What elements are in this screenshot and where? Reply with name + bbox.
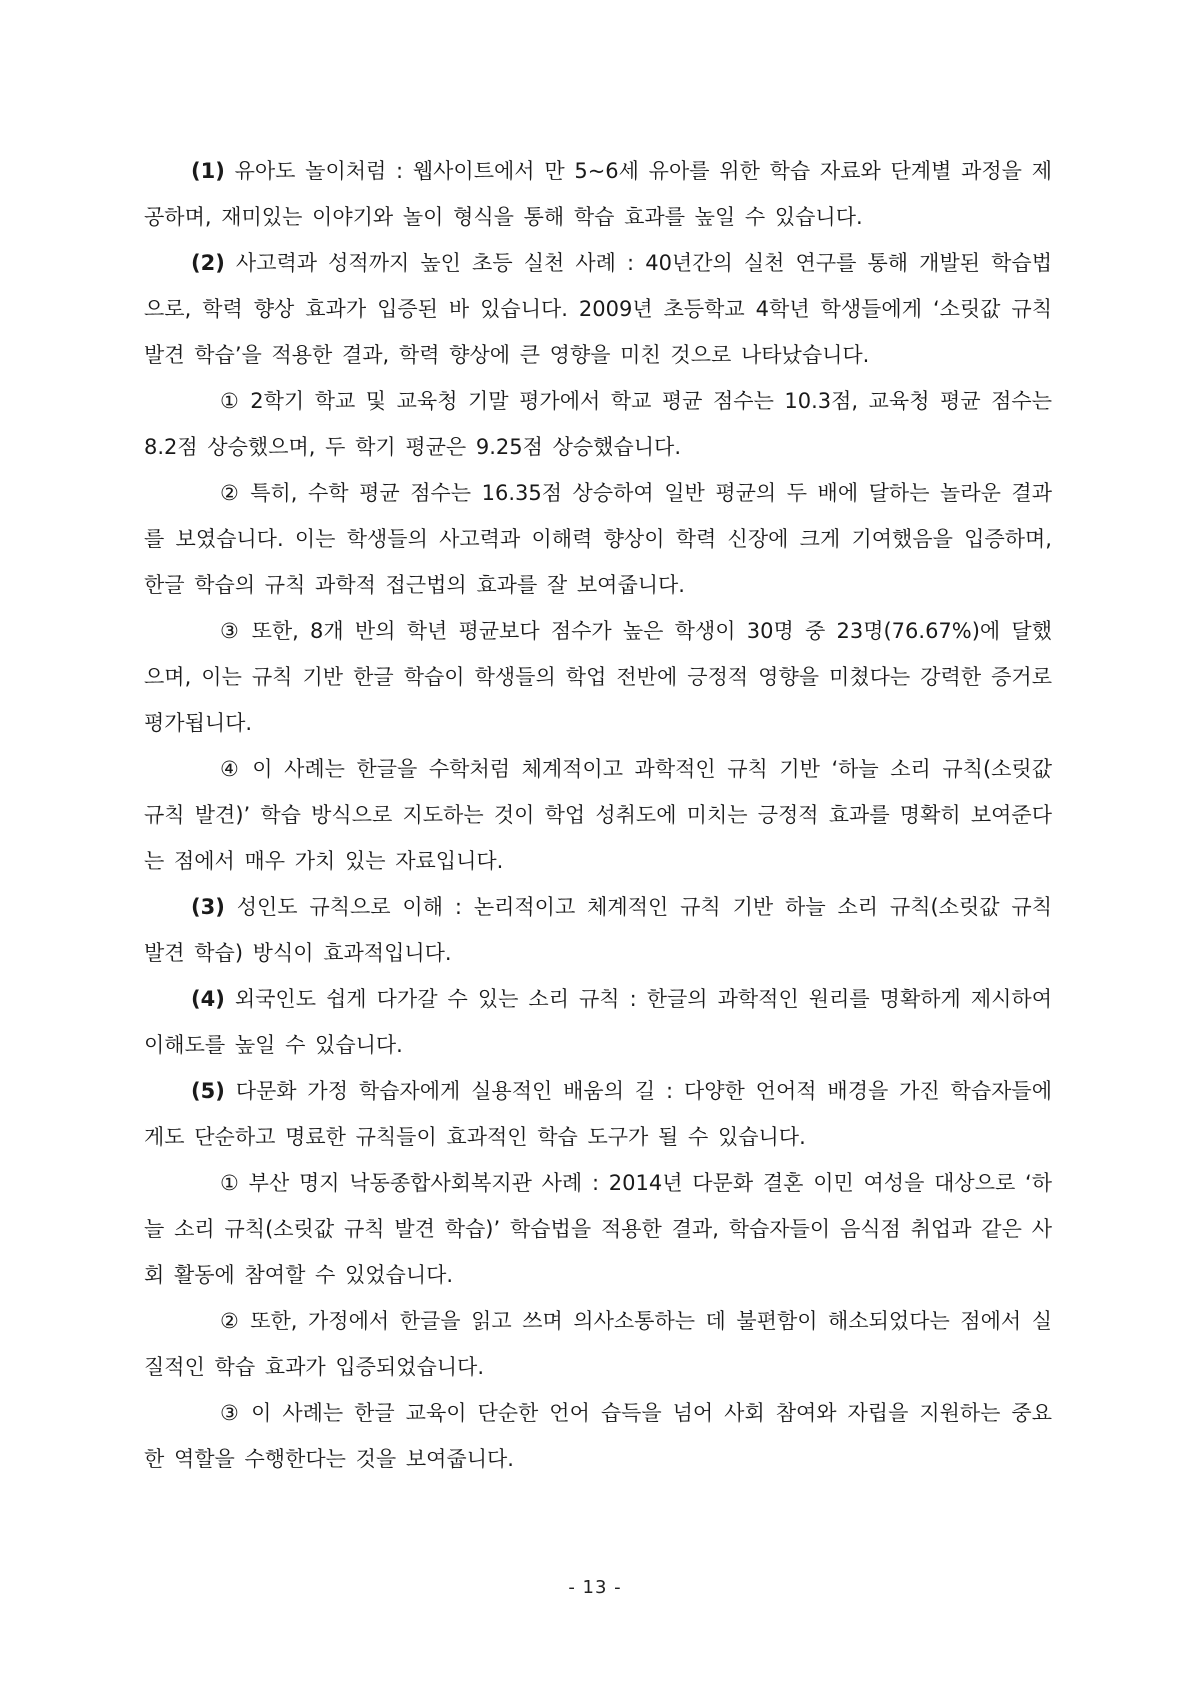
paragraph-text: 특히, 수학 평균 점수는 16.35점 상승하여 일반 평균의 두 배에 달하는 놀라운 결과를 보였습니다. 이는 학생들의 사고력과 이해력 향상이 학력 신장에 크게 기여했음을 입증하며, 한글 학습의 규칙 과학적 접근법의 효과를 잘 보여줍니다. [144,481,1052,597]
circled-marker: ③ [220,1401,241,1425]
paragraph-text: 이 사례는 한글 교육이 단순한 언어 습득을 넘어 사회 참여와 자립을 지원하는 중요한 역할을 수행한다는 것을 보여줍니다. [144,1401,1052,1471]
paragraph-text: 외국인도 쉽게 다가갈 수 있는 소리 규칙 : 한글의 과학적인 원리를 명확하게 제시하여 이해도를 높일 수 있습니다. [144,987,1052,1057]
paragraph-text: 다문화 가정 학습자에게 실용적인 배움의 길 : 다양한 언어적 배경을 가진 학습자들에게도 단순하고 명료한 규칙들이 효과적인 학습 도구가 될 수 있습니다. [144,1079,1052,1149]
paragraph-item-1 [144,148,1052,240]
paragraph-item-5 [144,1068,1052,1160]
paragraph-text: 이 사례는 한글을 수학처럼 체계적이고 과학적인 규칙 기반 ‘하늘 소리 규칙(소릿값 규칙 발견)’ 학습 방식으로 지도하는 것이 학업 성취도에 미치는 긍정적 효과를 명확히 보여준다는 점에서 매우 가치 있는 자료입니다. [144,757,1052,873]
paragraph-text: 또한, 가정에서 한글을 읽고 쓰며 의사소통하는 데 불편함이 해소되었다는 점에서 실질적인 학습 효과가 입증되었습니다. [144,1309,1052,1379]
sub-item-2-4 [144,746,1052,884]
paragraph-item-2 [144,240,1052,378]
circled-marker: ② [220,481,240,505]
paragraph-item-3 [144,884,1052,976]
circled-marker: ① [220,1171,239,1195]
sub-item-2-1 [144,378,1052,470]
sub-item-5-1 [144,1160,1052,1298]
item-marker: (3) [191,895,225,919]
paragraph-text: 사고력과 성적까지 높인 초등 실천 사례 : 40년간의 실천 연구를 통해 개발된 학습법으로, 학력 향상 효과가 입증된 바 있습니다. 2009년 초등학교 4학년 학생들에게 ‘소릿값 규칙 발견 학습’을 적용한 결과, 학력 향상에 큰 영향을 미친 것으로 나타났습니다. [144,251,1052,367]
sub-item-5-3 [144,1390,1052,1482]
item-marker: (4) [191,987,225,1011]
paragraph-text: 부산 명지 낙동종합사회복지관 사례 : 2014년 다문화 결혼 이민 여성을 대상으로 ‘하늘 소리 규칙(소릿값 규칙 발견 학습)’ 학습법을 적용한 결과, 학습자들이 음식점 취업과 같은 사회 활동에 참여할 수 있었습니다. [144,1171,1052,1287]
paragraph-text: 성인도 규칙으로 이해 : 논리적이고 체계적인 규칙 기반 하늘 소리 규칙(소릿값 규칙 발견 학습) 방식이 효과적입니다. [144,895,1052,965]
item-marker: (1) [191,159,225,183]
circled-marker: ④ [220,757,241,781]
sub-item-2-2 [144,470,1052,608]
paragraph-text: 유아도 놀이처럼 : 웹사이트에서 만 5~6세 유아를 위한 학습 자료와 단계별 과정을 제공하며, 재미있는 이야기와 놀이 형식을 통해 학습 효과를 높일 수 있습니다. [144,159,1052,229]
circled-marker: ② [220,1309,240,1333]
item-marker: (5) [191,1079,225,1103]
sub-item-5-2 [144,1298,1052,1390]
paragraph-text: 또한, 8개 반의 학년 평균보다 점수가 높은 학생이 30명 중 23명(76.67%)에 달했으며, 이는 규칙 기반 한글 학습이 학생들의 학업 전반에 긍정적 영향을 미쳤다는 강력한 증거로 평가됩니다. [144,619,1053,735]
circled-marker: ① [220,389,240,413]
item-marker: (2) [191,251,225,275]
document-body [144,148,1052,1482]
circled-marker: ③ [220,619,241,643]
page-number: - 13 - [568,1577,622,1598]
sub-item-2-3 [144,608,1052,746]
paragraph-item-4 [144,976,1052,1068]
paragraph-text: 2학기 학교 및 교육청 기말 평가에서 학교 평균 점수는 10.3점, 교육청 평균 점수는 8.2점 상승했으며, 두 학기 평균은 9.25점 상승했습니다. [144,389,1052,459]
